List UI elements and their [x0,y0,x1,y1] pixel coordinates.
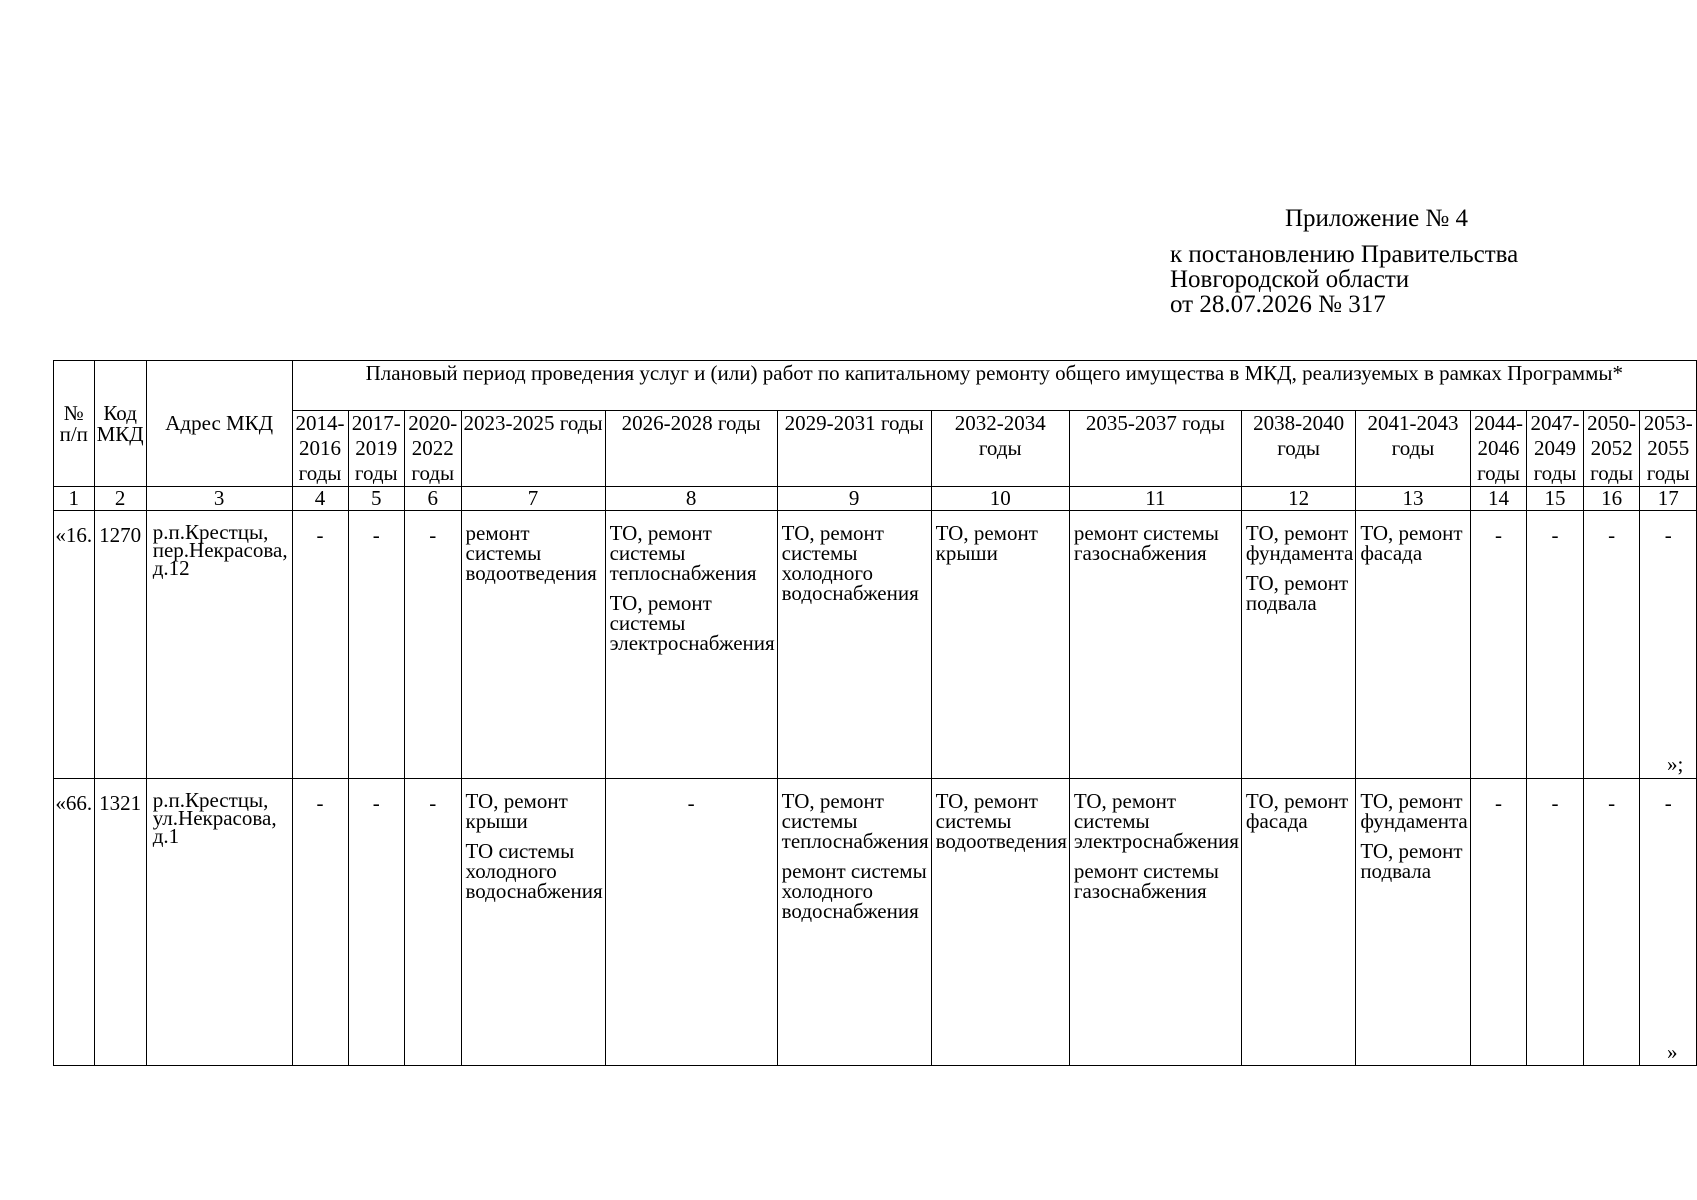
col-header-num: № п/п [54,361,95,487]
work-item: ТО, ремонт системы холодного водоснабжения [781,521,919,605]
col-number: 17 [1640,487,1697,511]
header-line-1: к постановлению Правительства [1170,241,1519,268]
col-number: 5 [348,487,405,511]
row-closing-quote: »; [1667,752,1684,776]
col-number: 12 [1241,487,1355,511]
col-number: 15 [1527,487,1584,511]
work-cell [1241,511,1355,779]
col-number: 14 [1470,487,1527,511]
year-header: 2038-2040 годы [1241,411,1355,487]
annex-title: Приложение № 4 [1285,205,1469,232]
work-item: ТО, ремонт фундамента [1360,789,1468,833]
col-number: 7 [461,487,605,511]
col-number: 4 [292,487,348,511]
work-item: ТО, ремонт системы электроснабжения [1073,789,1239,853]
col-number: 6 [405,487,462,511]
year-header: 2041-2043 годы [1356,411,1470,487]
cell-dash: - [1470,779,1527,1066]
work-cell [461,779,605,1066]
cell-dash: - [605,779,777,1066]
work-item: ремонт системы газоснабжения [1073,521,1219,565]
cell-dash: - [1583,511,1640,779]
work-cell [1241,779,1355,1066]
work-cell [931,511,1069,779]
document-header [1170,206,1518,317]
cell-dash: - [405,511,462,779]
row-number: «16. [54,511,95,779]
year-header: 2023-2025 годы [461,411,605,487]
year-header: 2050-2052 годы [1583,411,1640,487]
work-item: ТО, ремонт системы теплоснабжения [609,521,757,585]
work-item: ТО, ремонт подвала [1245,571,1349,615]
col-number: 1 [54,487,95,511]
year-header: 2053-2055 годы [1640,411,1697,487]
header-line-3: от 28.07.2026 № 317 [1170,291,1386,318]
years-header-row [54,411,1697,487]
year-header: 2020-2022 годы [405,411,462,487]
col-header-address: Адрес МКД [146,361,292,487]
col-number: 9 [777,487,931,511]
work-item: ТО, ремонт системы водоотведения [935,789,1067,853]
year-header: 2044-2046 годы [1470,411,1527,487]
header-line-2: Новгородской области [1170,266,1410,293]
col-header-code: Код МКД [94,361,146,487]
row-code: 1321 [94,779,146,1066]
work-cell [1356,779,1470,1066]
column-number-row [54,487,1697,511]
work-cell [777,511,931,779]
table-row [54,511,1697,779]
col-number: 3 [146,487,292,511]
work-item: ТО, ремонт системы теплоснабжения [781,789,929,853]
year-header: 2014-2016 годы [292,411,348,487]
work-item: ТО, ремонт фасада [1360,521,1463,565]
cell-dash: - [405,779,462,1066]
work-cell [777,779,931,1066]
work-item: ремонт системы водоотведения [465,521,597,585]
cell-dash: - [1583,779,1640,1066]
year-header: 2029-2031 годы [777,411,931,487]
row-code: 1270 [94,511,146,779]
work-item: ТО, ремонт крыши [465,789,568,833]
work-item: ТО, ремонт крыши [935,521,1038,565]
work-item: ТО, ремонт фундамента [1245,521,1354,565]
row-address: р.п.Крестцы, пер.Некрасова, д.12 [146,511,292,779]
year-header: 2035-2037 годы [1069,411,1241,487]
work-item: ТО системы холодного водоснабжения [465,839,603,903]
year-header: 2017-2019 годы [348,411,405,487]
row-closing-quote: » [1667,1040,1678,1064]
work-item: ремонт системы газоснабжения [1073,859,1219,903]
table-row [54,779,1697,1066]
work-cell [605,511,777,779]
work-item: ТО, ремонт системы электроснабжения [609,591,775,655]
year-header: 2047-2049 годы [1527,411,1584,487]
cell-dash: - [348,511,405,779]
cell-dash: - [1527,779,1584,1066]
work-item: ТО, ремонт подвала [1360,839,1463,883]
work-item: ремонт системы холодного водоснабжения [781,859,927,923]
work-cell [931,779,1069,1066]
work-cell [1069,779,1241,1066]
col-number: 10 [931,487,1069,511]
year-header: 2032-2034 годы [931,411,1069,487]
work-cell [1356,511,1470,779]
cell-dash: - [1640,779,1697,1066]
cell-dash: - [1527,511,1584,779]
cell-dash: - [292,779,348,1066]
row-number: «66. [54,779,95,1066]
year-header: 2026-2028 годы [605,411,777,487]
cell-dash: - [292,511,348,779]
col-number: 11 [1069,487,1241,511]
col-number: 13 [1356,487,1470,511]
work-cell [1069,511,1241,779]
period-header: Плановый период проведения услуг и (или) работ по капитальному ремонту общего имущества в МКД, реализуемых в рамках Программы* [292,361,1696,411]
capital-repair-table [53,360,1697,1066]
work-cell [461,511,605,779]
work-item: ТО, ремонт фасада [1245,789,1349,833]
cell-dash: - [1640,511,1697,779]
col-number: 16 [1583,487,1640,511]
col-number: 8 [605,487,777,511]
cell-dash: - [1470,511,1527,779]
row-address: р.п.Крестцы, ул.Некрасова, д.1 [146,779,292,1066]
cell-dash: - [348,779,405,1066]
col-number: 2 [94,487,146,511]
